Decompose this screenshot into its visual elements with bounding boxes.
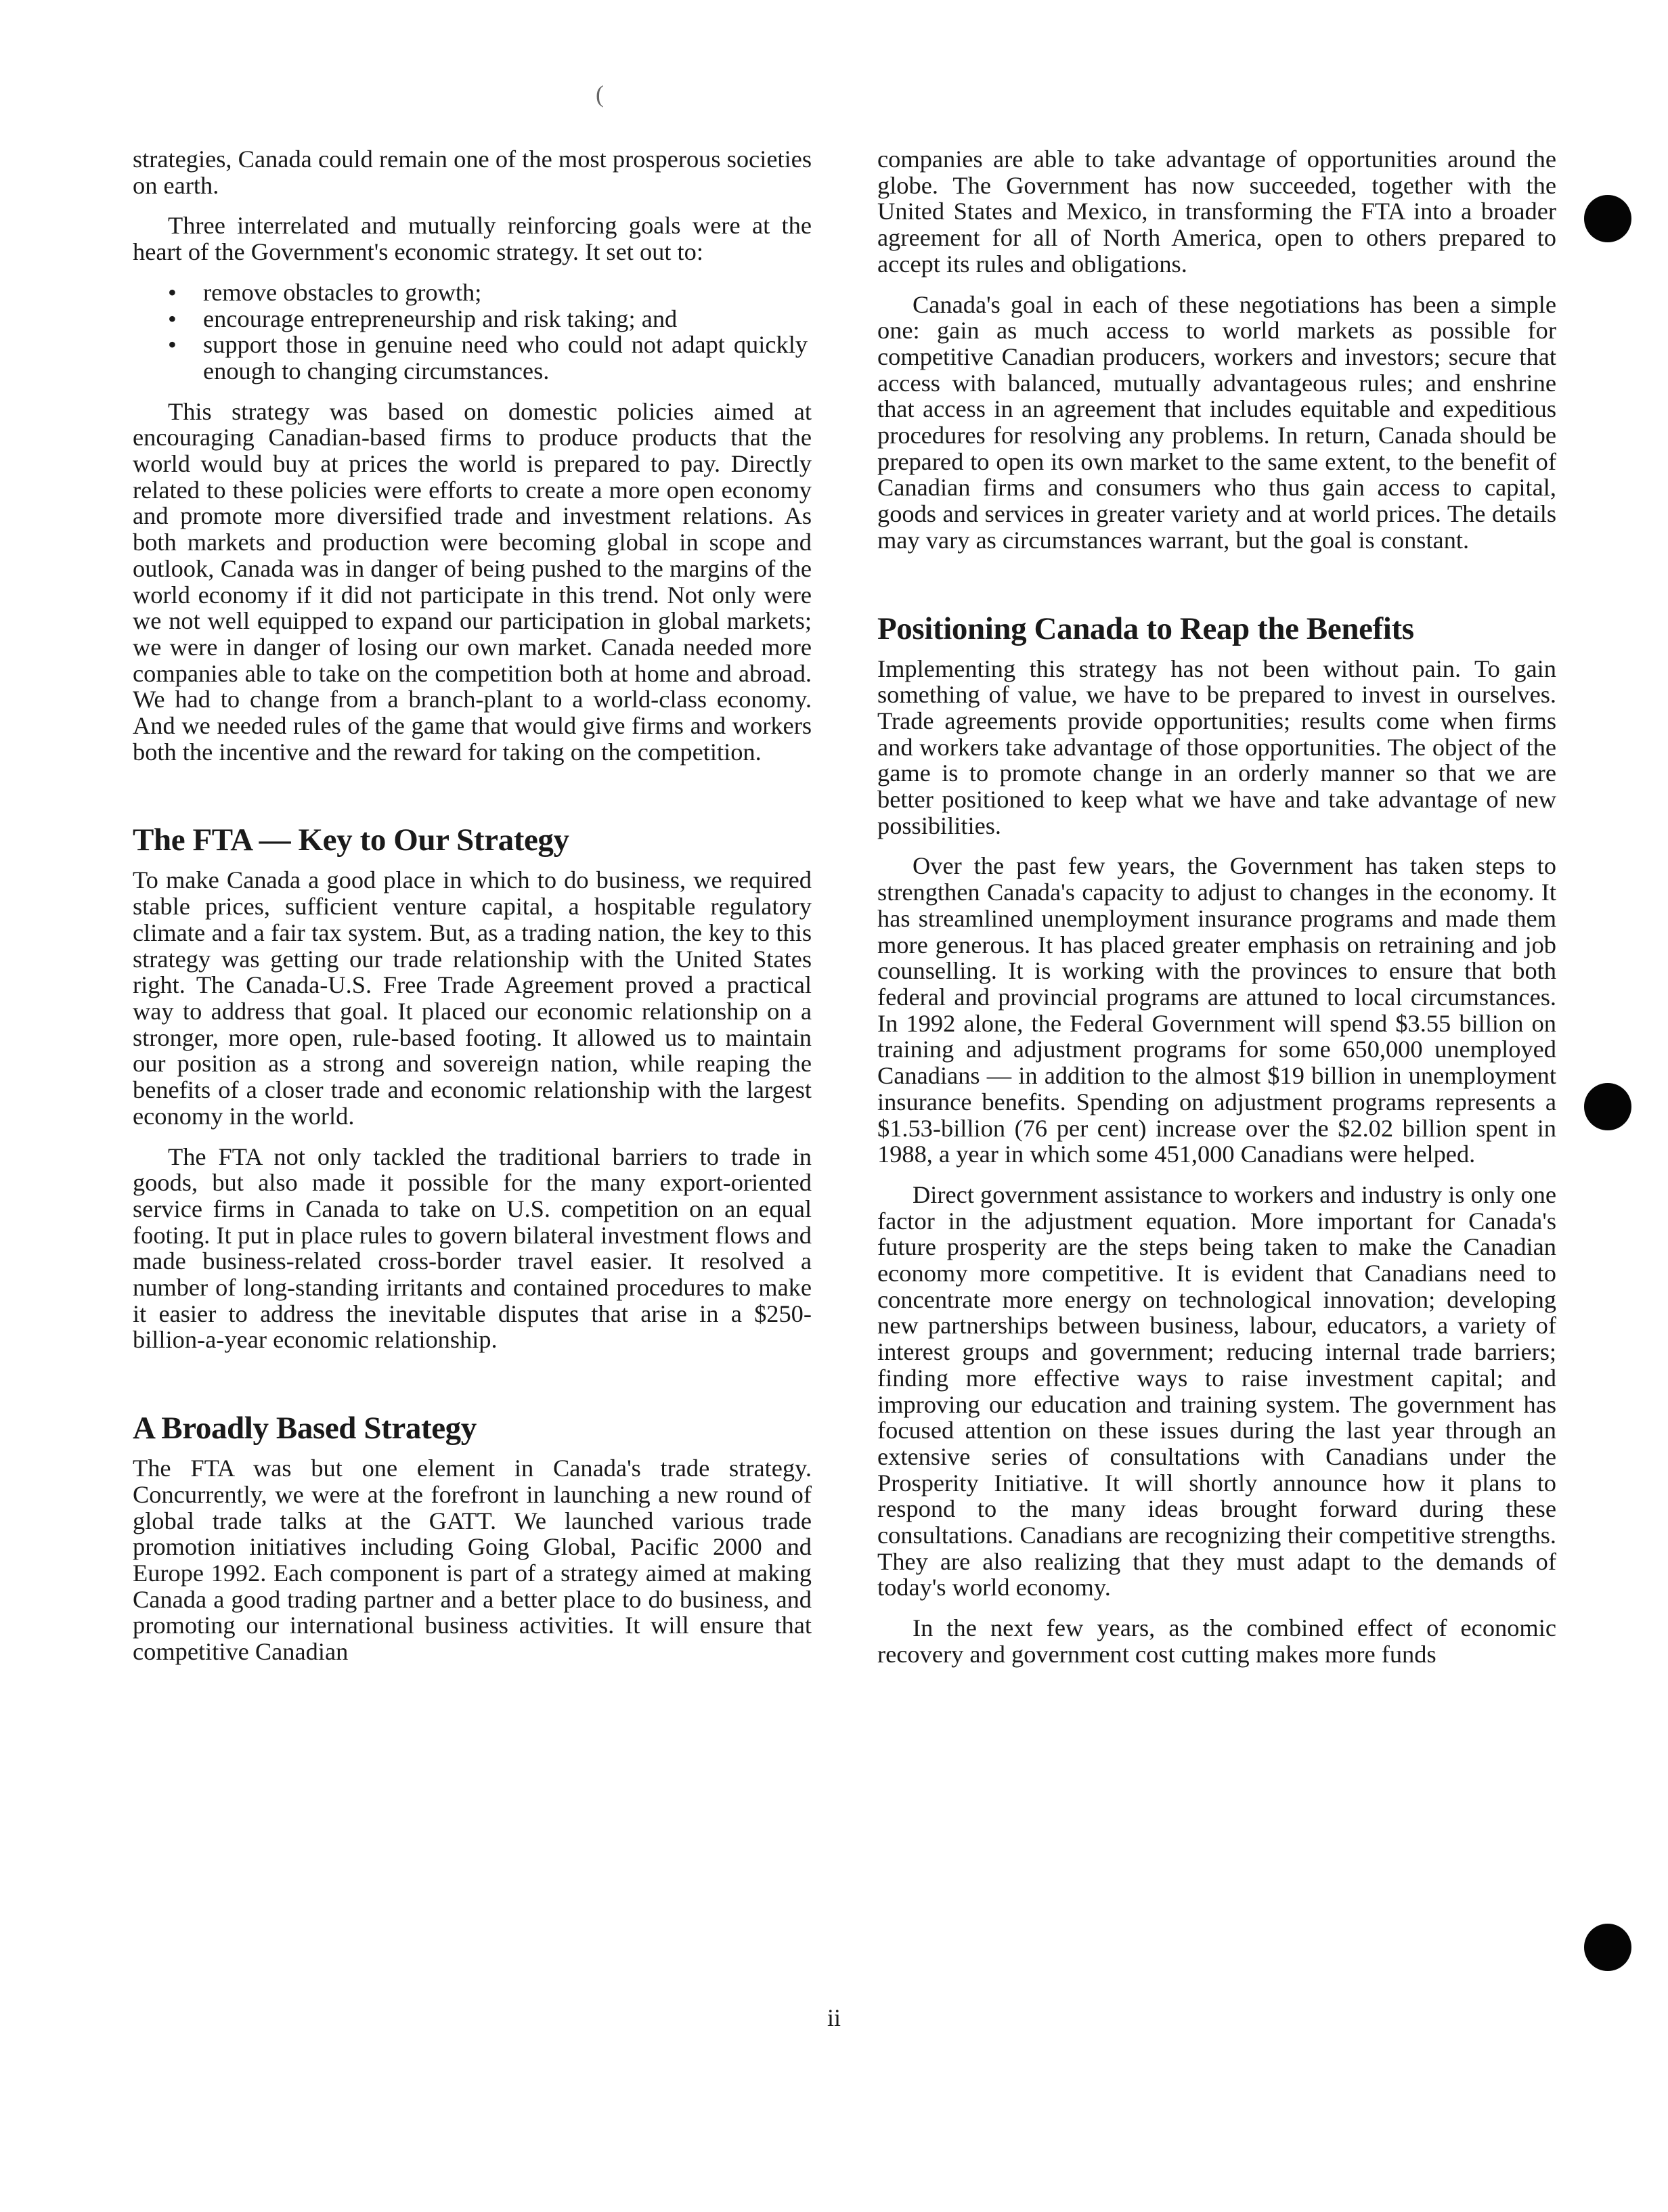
bullet-icon: •	[168, 278, 177, 306]
list-item: • remove obstacles to growth;	[168, 278, 482, 306]
binder-hole-icon	[1584, 1083, 1631, 1130]
binder-hole-icon	[1584, 195, 1631, 242]
right-column	[877, 146, 1556, 1682]
bullet-icon: •	[168, 331, 177, 359]
paragraph: Over the past few years, the Government has taken steps to strengthen Canada's capacity to adjust to changes in the economy. It has streamlined unemployment insurance programs and made them more generous. It has placed greater emphasis on retraining and job counselling. It is working with the provinces to ensure that both federal and provincial programs are attuned to local circumstances. In 1992 alone, the Federal Government will spend $3.55 billion on training and adjustment programs for some 650,000 unemployed Canadians — in addition to the almost $19 billion in unemployment insurance benefits. Spending on adjustment programs represents a $1.53-billion (76 per cent) increase over the $2.02 billion spent in 1988, a year in which some 451,000 Canadians were helped.	[877, 852, 1556, 1168]
paragraph: The FTA was but one element in Canada's trade strategy. Concurrently, we were at the forefront in launching a new round of global trade talks at the GATT. We launched various trade promotion initiatives including Going Global, Pacific 2000 and Europe 1992. Each component is part of a strategy aimed at making Canada a good trading partner and a better place to do business, and promoting our international business activities. It will ensure that competitive Canadian	[133, 1455, 812, 1666]
left-column	[133, 146, 812, 1679]
paragraph: This strategy was based on domestic policies aimed at encouraging Canadian-based firms to produce products that the world would buy at prices the world is prepared to pay. Directly related to these policies were efforts to create a more open economy and promote more diversified trade and investment relations. As both markets and production were becoming global in scope and outlook, Canada was in danger of being pushed to the margins of the world economy if it did not participate in this trend. Not only were we not well equipped to expand our participation in global markets; we were in danger of losing our own market. Canada needed more companies able to take on the competition both at home and abroad. We had to change from a branch-plant to a world-class economy. And we needed rules of the game that would give firms and workers both the incentive and the reward for taking on the competition.	[133, 397, 812, 766]
page-number: ii	[827, 2004, 841, 2031]
paragraph: In the next few years, as the combined effect of economic recovery and government cost cutting makes more funds	[877, 1614, 1556, 1668]
bullet-icon: •	[168, 305, 177, 332]
paragraph: The FTA not only tackled the traditional barriers to trade in goods, but also made it possible for the many export-oriented service firms in Canada to take on U.S. competition on an equal footing. It put in place rules to govern bilateral investment flows and made business-related cross-border travel easier. It resolved a number of long-standing irritants and contained procedures to make it easier to address the inevitable disputes that arise in a $250-billion-a-year economic relationship.	[133, 1143, 812, 1354]
paragraph: Implementing this strategy has not been without pain. To gain something of value, we have to be prepared to invest in ourselves. Trade agreements provide opportunities; results come when firms and workers take advantage of those opportunities. The object of the game is to promote change in an orderly manner so that we are better positioned to keep what we have and take advantage of new possibilities.	[877, 655, 1556, 839]
scan-mark: (	[596, 81, 604, 108]
paragraph: Direct government assistance to workers and industry is only one factor in the adjustment equation. More important for Canada's future prosperity are the steps being taken to make the Canadian economy more competitive. It is evident that Canadians need to concentrate more energy on technological innovation; developing new partnerships between business, labour, educators, a variety of interest groups and government; reducing internal trade barriers; finding more effective ways to raise investment capital; and improving our education and training system. The government has focused attention on these issues during the last year through an extensive series of consultations with Canadians under the Prosperity Initiative. It will shortly announce how it plans to respond to the many ideas brought forward during these consultations. Canadians are recognizing their competitive strengths. They are also realizing that they must adapt to the demands of today's world economy.	[877, 1180, 1556, 1601]
paragraph: companies are able to take advantage of opportunities around the globe. The Government has now succeeded, together with the United States and Mexico, in transforming the FTA into a broader agreement for all of North America, open to others prepared to accept its rules and obligations.	[877, 146, 1556, 278]
bullet-list	[133, 280, 812, 384]
paragraph: To make Canada a good place in which to do business, we required stable prices, sufficient venture capital, a hospitable regulatory climate and a fair tax system. But, as a trading nation, the key to this strategy was getting our trade relationship with the United States right. The Canada-U.S. Free Trade Agreement proved a practical way to address that goal. It placed our economic relationship on a stronger, more open, rule-based footing. It allowed us to maintain our position as a strong and sovereign nation, while reaping the benefits of a closer trade and economic relationship with the largest economy in the world.	[133, 866, 812, 1130]
list-item: • encourage entrepreneurship and risk taking; and	[168, 305, 678, 332]
section-heading: A Broadly Based Strategy	[133, 1411, 477, 1446]
list-item: • support those in genuine need who could not adapt quickly enough to changing circumstances.	[168, 331, 808, 384]
section-heading: The FTA — Key to Our Strategy	[133, 822, 569, 858]
paragraph: Canada's goal in each of these negotiations has been a simple one: gain as much access to world markets as possible for competitive Canadian producers, workers and investors; secure that access with balanced, mutually advantageous rules; and enshrine that access in an agreement that includes equitable and expeditious procedures for resolving any problems. In return, Canada should be prepared to open its own market to the same extent, to the benefit of Canadian firms and consumers who thus gain access to capital, goods and services in greater variety and at world prices. The details may vary as circumstances warrant, but the goal is constant.	[877, 290, 1556, 554]
section-heading: Positioning Canada to Reap the Benefits	[877, 611, 1414, 646]
paragraph: strategies, Canada could remain one of the most prosperous societies on earth.	[133, 146, 812, 199]
paragraph: Three interrelated and mutually reinforcing goals were at the heart of the Government's economic strategy. It set out to:	[133, 212, 812, 266]
binder-hole-icon	[1584, 1924, 1631, 1971]
